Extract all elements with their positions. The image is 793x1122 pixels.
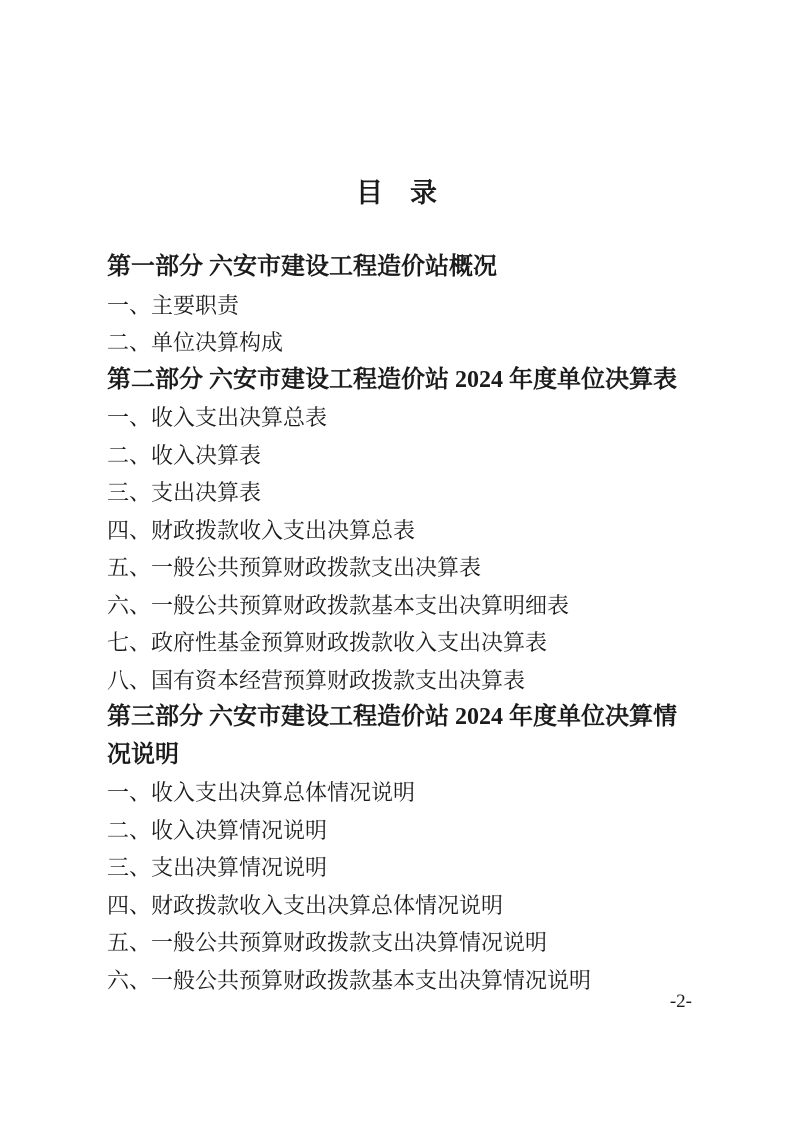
page-title: 目 录 [356, 178, 437, 208]
toc-item: 一、收入支出决算总表 [107, 405, 328, 430]
toc-item: 二、单位决算构成 [107, 330, 284, 355]
toc-item: 八、国有资本经营预算财政拨款支出决算表 [107, 667, 526, 693]
toc-section-heading-2: 第二部分 六安市建设工程造价站 2024 年度单位决算表 [107, 366, 677, 393]
toc-item: 二、收入决算情况说明 [107, 817, 328, 843]
toc-item: 三、支出决算表 [107, 480, 262, 505]
toc-item: 五、一般公共预算财政拨款支出决算情况说明 [107, 930, 548, 955]
toc-item: 四、财政拨款收入支出决算总表 [107, 517, 416, 543]
toc-list [107, 249, 689, 999]
toc-item: 五、一般公共预算财政拨款支出决算表 [107, 555, 482, 580]
toc-section-heading-3: 第三部分 六安市建设工程造价站 2024 年度单位决算情况说明 [107, 704, 677, 768]
toc-section-heading-1: 第一部分 六安市建设工程造价站概况 [107, 254, 497, 280]
toc-item: 四、财政拨款收入支出决算总体情况说明 [107, 892, 504, 918]
page-number: -2- [669, 991, 692, 1012]
toc-item: 一、主要职责 [107, 292, 240, 318]
toc-item: 三、支出决算情况说明 [107, 855, 328, 880]
toc-item: 一、收入支出决算总体情况说明 [107, 780, 416, 805]
toc-item: 七、政府性基金预算财政拨款收入支出决算表 [107, 630, 548, 655]
toc-item: 六、一般公共预算财政拨款基本支出决算情况说明 [107, 967, 592, 993]
toc-item: 二、收入决算表 [107, 442, 262, 468]
toc-item: 六、一般公共预算财政拨款基本支出决算明细表 [107, 592, 570, 618]
